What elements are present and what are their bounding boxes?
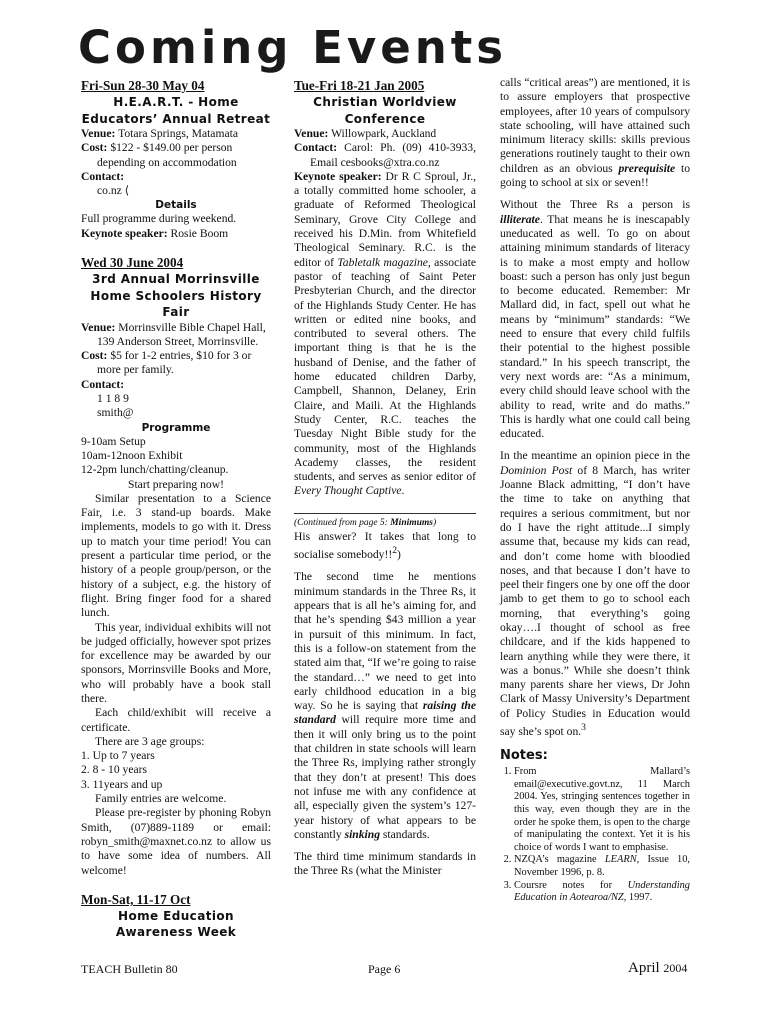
footer-publication: TEACH Bulletin 80 xyxy=(81,962,178,976)
column-middle xyxy=(294,78,476,879)
body-paragraph: There are 3 age groups: xyxy=(95,734,205,748)
event-date: Wed 30 June 2004 xyxy=(81,255,184,271)
paragraph-text: His answer? It takes that long to socialise somebody!! xyxy=(294,530,476,562)
programme-item: 10am-12noon Exhibit xyxy=(81,448,183,462)
column-right xyxy=(500,76,690,905)
event-date: Tue-Fri 18-21 Jan 2005 xyxy=(294,78,425,93)
column-left xyxy=(81,78,271,941)
event-venue xyxy=(294,127,476,141)
body-paragraph xyxy=(500,198,690,441)
note-text: Coursre notes for xyxy=(514,879,613,891)
paragraph-text: Without the Three Rs a person is xyxy=(500,198,690,212)
magazine-title: Tabletalk magazine xyxy=(337,255,428,269)
event-title: Home Education Awareness Week xyxy=(115,908,237,940)
cost-value: $5 for 1-2 entries, $10 for 3 or more per family. xyxy=(97,349,252,377)
paragraph-text: of 8 March, has writer Joanne Black admitting, “I don’t have the time to take on anything that requires a serious commitment, but nor do I have the right attitude...I simply assume that, because my kids can read, and don’t come home with bloodied noses, and that because I don’t have to peel their fingers one by one off the door jamb to get them to go to school each morning, that everything’s going okay….I thought of school as free childcare, and if the kids happened to learn anything while they were there, it was a bonus.” While she doesn’t think many parents share her views, Dr John Clark of Massy University’s Department of Policy Studies in Education would say she’s spot on. xyxy=(500,463,691,738)
event-date: Fri-Sun 28-30 May 04 xyxy=(81,78,205,93)
paragraph-text: In the meantime an opinion piece in the xyxy=(500,449,690,463)
body-paragraph: This year, individual exhibits will not be judged officially, however spot prizes for excellence may be awarded by our sponsors, Morrinsville Books and More, who will probably have a book stall there. xyxy=(81,620,271,705)
venue-value: Morrinsville Bible Chapel Hall, 139 Anderson Street, Morrinsville. xyxy=(97,320,266,348)
age-group: 1. Up to 7 years xyxy=(81,749,155,763)
contact-value: 1 1 8 9 xyxy=(97,392,129,406)
keynote-paragraph xyxy=(294,170,476,499)
details-text: Full programme during weekend. xyxy=(81,212,237,226)
emphasis-text: prerequisite xyxy=(618,161,676,175)
body-paragraph: Similar presentation to a Science Fair, i.e. 3 stand-up boards. Make implements, models to go with it. Dress up to match your time period! You can present a particular time period, or the history of a people group/person, or the history of a subject, e.g. the history of flight. Bring finger food for a shared lunch. xyxy=(81,491,271,620)
age-group: 2. 8 - 10 years xyxy=(81,763,148,777)
contact-label: Contact: xyxy=(81,169,125,183)
contact-value: smith@ xyxy=(97,406,134,420)
keynote-label: Keynote speaker: xyxy=(81,226,168,240)
continued-title: Minimums xyxy=(390,517,434,528)
keynote-value: Rosie Boom xyxy=(170,226,229,240)
note-item: 1. From Mallard’s email@executive.govt.nz, 11 March 2004. Yes, stringing sentences together in this way, even though they are in the order he spoke them, is open to the charge of manipulating the context. Yet it is his choice of words I want to emphasise. xyxy=(514,766,690,854)
footnote-ref: 3 xyxy=(581,722,586,734)
event-cost xyxy=(81,141,271,170)
programme-item: 12-2pm lunch/chatting/cleanup. xyxy=(81,463,229,477)
body-paragraph: Family entries are welcome. xyxy=(95,792,227,806)
body-paragraph xyxy=(500,449,690,739)
paragraph-text: calls “critical areas”) are mentioned, it is to assure employers that prospective employees, after 10 years of compulsory state schooling, will have attained such minimum literacy skills: skills previous generations routinely taught to their own children as an obvious xyxy=(500,76,690,175)
cost-value: $122 - $149.00 per person depending on accommodation xyxy=(97,141,237,169)
event-title: H.E.A.R.T. - Home Educators’ Annual Retreat xyxy=(81,95,271,126)
continued-prefix: (Continued from page 5: xyxy=(294,517,391,528)
event-title: 3rd Annual Morrinsville Home Schoolers History Fair xyxy=(90,272,262,320)
body-paragraph: Please pre-register by phoning Robyn Smith, (07)889-1189 or email: robyn_smith@maxnet.co.nz to allow us to have some idea of numbers. All welcome! xyxy=(81,806,271,877)
note-item xyxy=(514,854,690,879)
details-heading: Details xyxy=(155,199,197,212)
programme-heading: Programme xyxy=(141,421,211,434)
body-paragraph xyxy=(294,570,476,842)
notes-heading: Notes: xyxy=(500,748,548,764)
publication-title: Understanding Education in Aotearoa/NZ xyxy=(514,879,690,904)
paragraph-text: The second time he mentions minimum standards in the Three Rs, it appears that is all he’s aiming for, and that he’s spending $43 million a year in pursuit of this minimum. In fact, this is a follow-on statement from the stated aim that, “If we’re going to raise the standard…” we need to get into early childhood education in a big way. So he is saying that xyxy=(294,570,476,713)
event-cost xyxy=(81,349,271,378)
continued-note xyxy=(294,513,476,530)
venue-value: Totara Springs, Matamata xyxy=(118,127,238,140)
publication-title: LEARN xyxy=(604,854,637,866)
footnote-ref: 2 xyxy=(392,545,398,557)
emphasis-text: illiterate xyxy=(500,212,540,226)
note-item xyxy=(514,880,690,905)
notes-list xyxy=(500,766,690,905)
paragraph-text: will require more time and then it will only bring us to the point that children in state schools will learn the Three Rs, implying rather strongly that they don’t at present! This does not infuse me with any confidence at all, especially given the system’s 127-year history of what appears to be constantly xyxy=(294,713,476,841)
contact-value: co.nz ⟨ xyxy=(97,184,130,198)
contact-label: Contact: xyxy=(81,377,125,391)
note-text: , 1997. xyxy=(623,892,653,904)
body-paragraph: The third time minimum standards in the Three Rs (what the Minister xyxy=(294,850,476,878)
paragraph-text: ) xyxy=(397,548,401,562)
contact-value: Carol: Ph. (09) 410-3933, Email cesbooks@xtra.co.nz xyxy=(310,141,476,169)
sentence-end: . xyxy=(401,484,405,498)
body-paragraph xyxy=(500,76,690,190)
magazine-title: Every Thought Captive xyxy=(294,484,402,498)
body-paragraph xyxy=(294,530,476,562)
page-banner: Coming Events xyxy=(78,21,508,74)
paragraph-text: . That means he is inescapably uneducated as well. To go on about attaining minimum standards of literacy is to make a most empty and hollow boast: such a person has only just begun to become educated. Remember: Mr Mallard did, in fact, spell out what he means by “minimum” standards: “We need to ensure that every child fulfils their potential to the highest possible standard.” In his speech transcript, the very next words are: “As a minimum, every child should leave school with the ability to read, write and do maths.” This is hardly what one could call being educated. xyxy=(500,212,690,441)
emphasis-text: sinking xyxy=(344,827,381,841)
event-contact xyxy=(81,378,271,392)
event-venue xyxy=(81,321,271,350)
contact-label: Contact: xyxy=(294,141,338,155)
footer-month: April xyxy=(628,960,660,976)
footer-year: 2004 xyxy=(663,961,688,975)
publication-title: Dominion Post xyxy=(500,463,573,477)
footer-page-number: Page 6 xyxy=(368,962,401,976)
event-date: Mon-Sat, 11-17 Oct xyxy=(81,891,191,907)
cost-label: Cost: xyxy=(81,141,108,155)
keynote-text: , associate pastor of teaching of Saint Peter Presbyterian Church, and the director of the Highlands Study Center. He has written or edited nine books, and contributed to several others. The important thing is that he is the husband of Denise, and the father of home educated children Darby, Campbell, Shannon, Delaney, Erin Claire, and Maili. At the Highlands Study Center, R.C. teaches the Tuesday Night Bible study for the community, most of the Highlands Academy classes, the resident students, and serves as senior editor of xyxy=(294,255,476,484)
note-text: , Issue 10, November 1996, p. 8. xyxy=(514,854,690,878)
event-contact xyxy=(81,170,271,184)
event-contact xyxy=(294,141,476,170)
body-paragraph: Each child/exhibit will receive a certificate. xyxy=(81,706,271,734)
keynote-label: Keynote speaker: xyxy=(294,169,382,183)
event-venue xyxy=(81,127,271,141)
venue-label: Venue: xyxy=(81,127,116,140)
emphasis-text: raising the standard xyxy=(294,699,476,727)
age-group: 3. 11years and up xyxy=(81,777,163,791)
keynote-line xyxy=(81,227,271,241)
keynote-text: Dr R C Sproul, Jr., a totally committed home schooler, a graduate of Reformed Theological Seminary, Grove City College and received his D.Min. from Whitefield Theological Seminary. R.C. is the editor of xyxy=(294,169,476,269)
paragraph-text: standards. xyxy=(382,827,430,841)
programme-item: 9-10am Setup xyxy=(81,434,146,448)
footer-date xyxy=(628,960,687,977)
venue-value: Willowpark, Auckland xyxy=(331,127,437,140)
venue-label: Venue: xyxy=(294,127,329,140)
note-text: NZQA’s magazine xyxy=(514,854,597,866)
event-title: Christian Worldview Conference xyxy=(313,95,457,126)
programme-item: Start preparing now! xyxy=(128,477,224,491)
venue-label: Venue: xyxy=(81,320,116,334)
paragraph-text: to going to school at six or seven!! xyxy=(500,161,690,190)
continued-suffix: ) xyxy=(433,517,437,528)
cost-label: Cost: xyxy=(81,349,108,363)
